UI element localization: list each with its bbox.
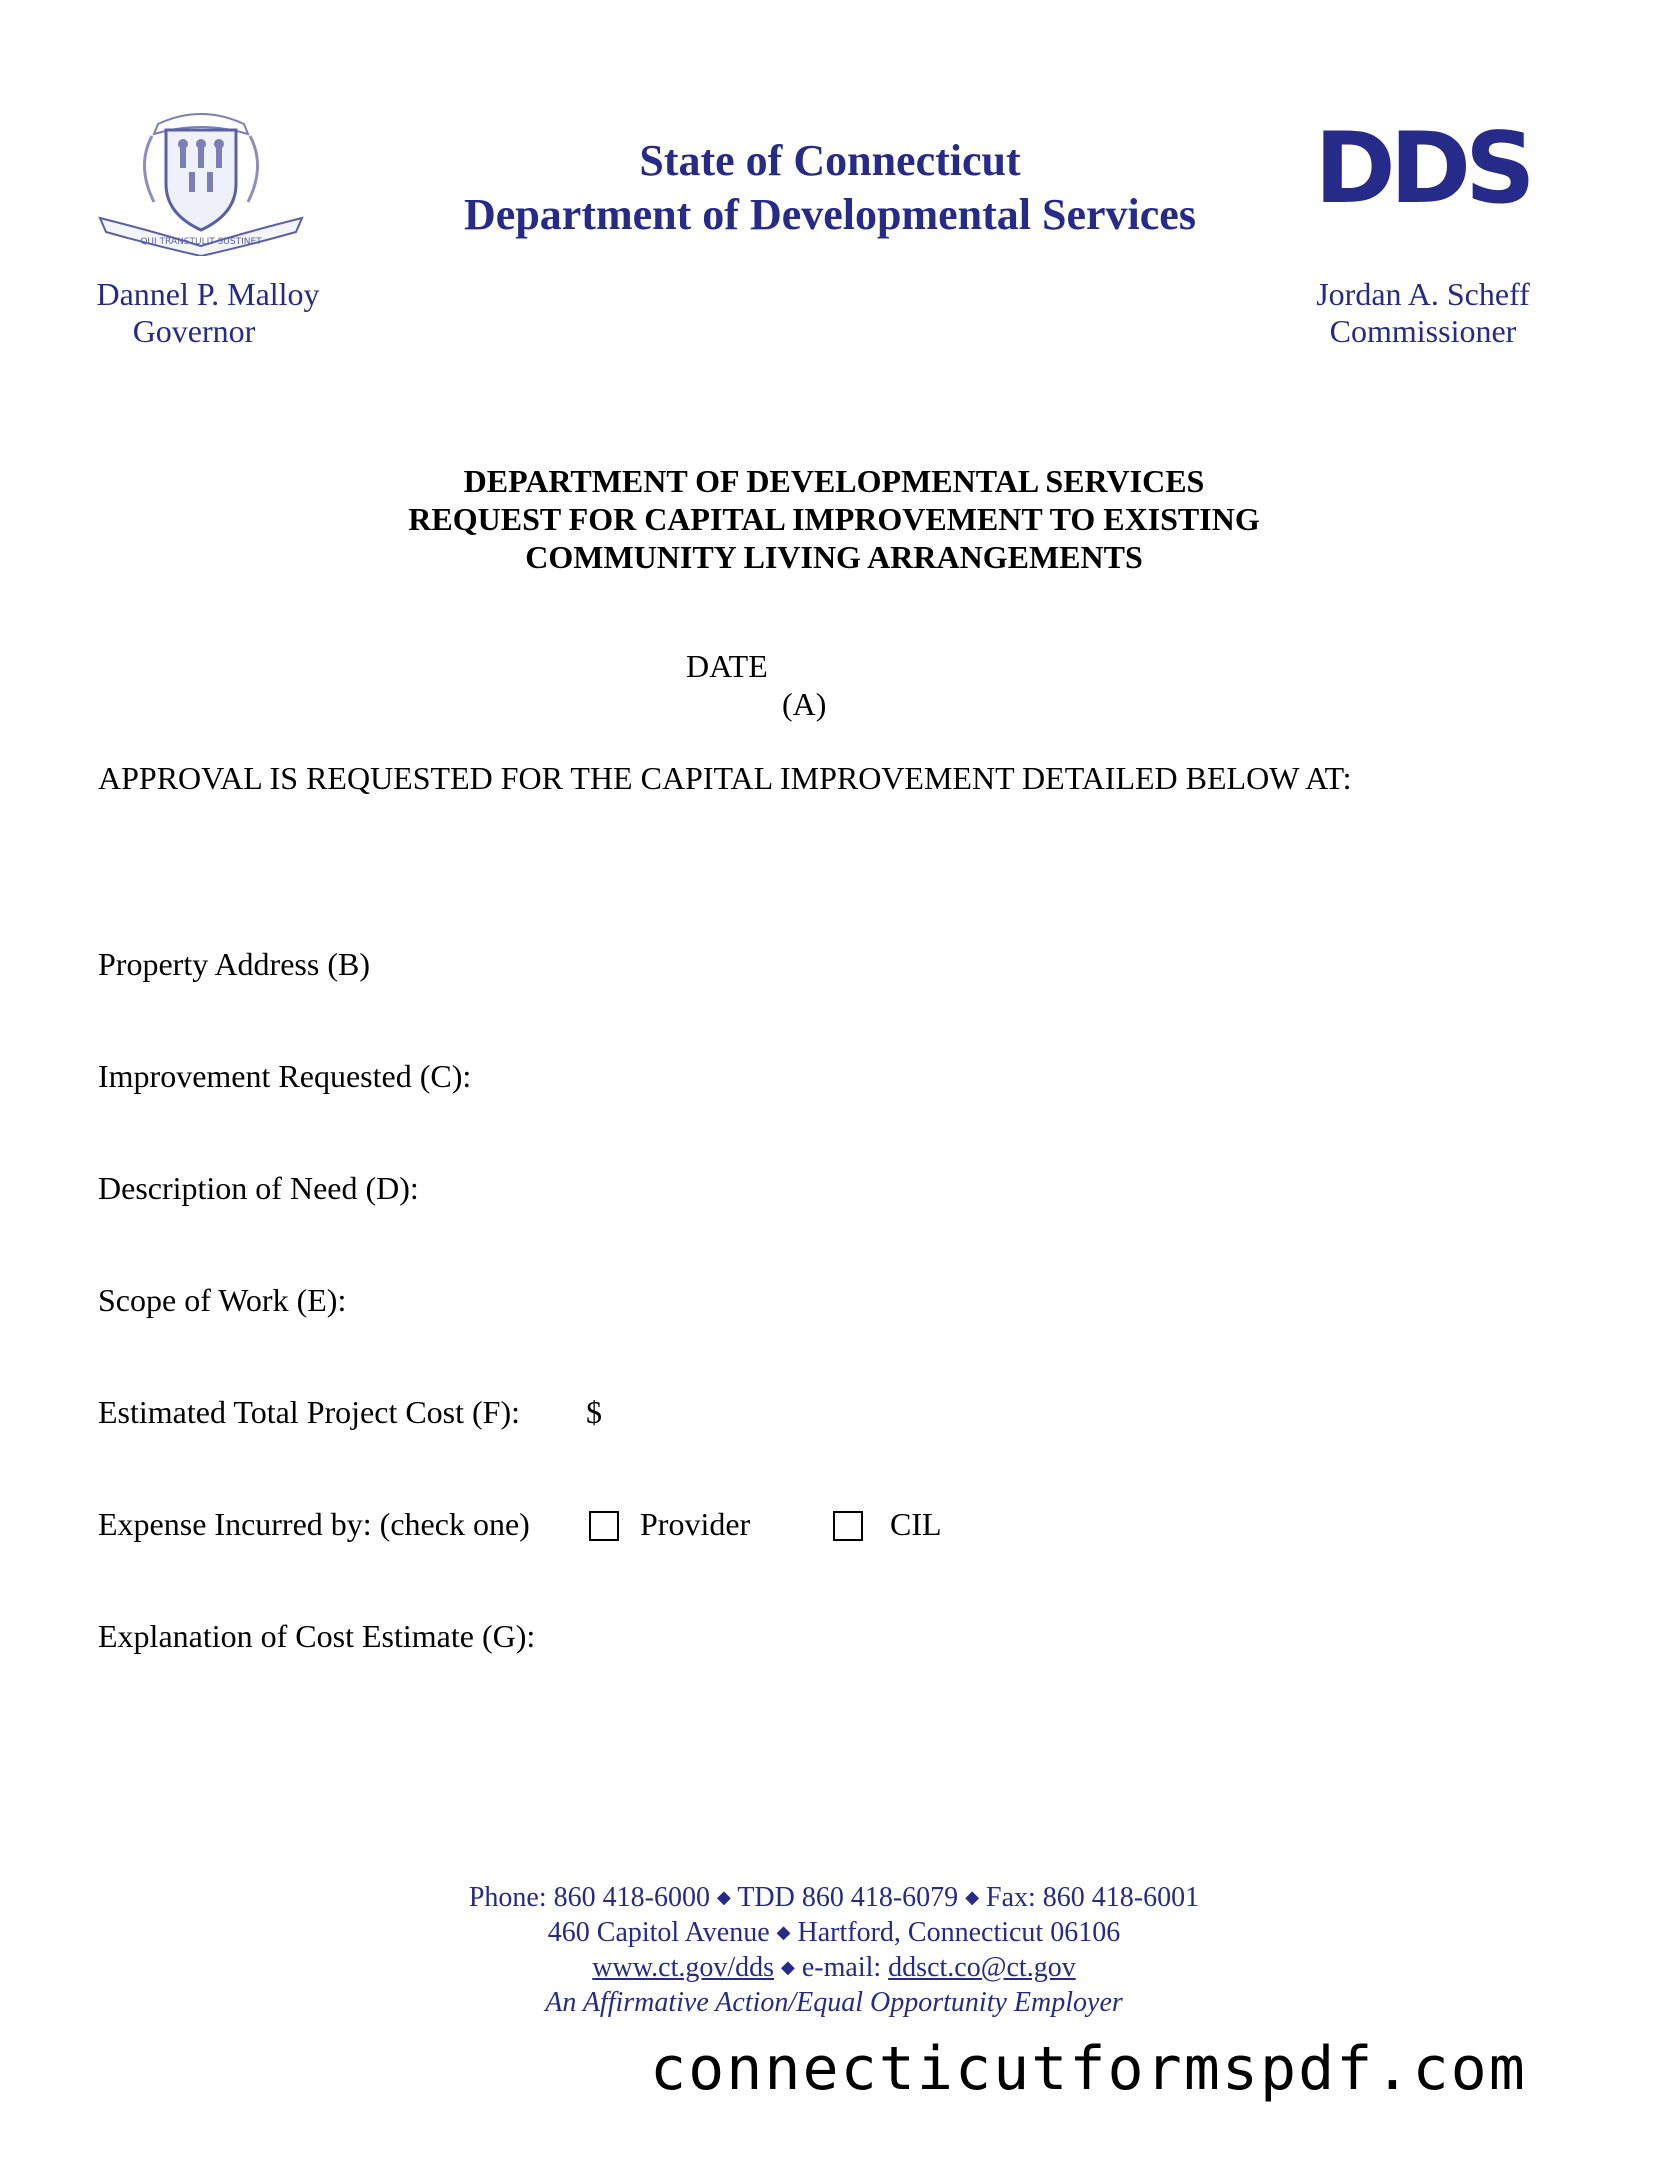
property-address-label: Property Address (B) [98,946,370,982]
document-title [300,462,1368,576]
separator-icon: ◆ [781,1957,795,1977]
commissioner-name: Jordan A. Scheff [1316,276,1530,312]
email-label: e-mail: [801,1952,882,1983]
description-of-need-label: Description of Need (D): [98,1170,419,1206]
currency-symbol: $ [586,1394,602,1430]
scope-of-work-label: Scope of Work (E): [98,1282,347,1318]
explanation-label: Explanation of Cost Estimate (G): [98,1618,536,1654]
estimated-cost-label: Estimated Total Project Cost (F): [98,1394,521,1430]
provider-checkbox[interactable] [589,1511,619,1541]
governor-name: Dannel P. Malloy [96,276,320,312]
footer-address: 460 Capitol Avenue [547,1917,770,1948]
dds-logo [1302,126,1542,208]
commissioner-title: Commissioner [1329,313,1517,349]
separator-icon: ◆ [716,1887,731,1907]
date-code: (A) [782,686,827,722]
email-link[interactable]: ddsct.co@ct.gov [888,1952,1076,1983]
document-title-line-1: DEPARTMENT OF DEVELOPMENTAL SERVICES [463,463,1205,499]
provider-option-label: Provider [640,1506,751,1542]
expense-incurred-label: Expense Incurred by: (check one) [98,1506,530,1542]
department-name: Department of Developmental Services [464,190,1196,239]
footer-contact-line [400,1880,1268,1915]
separator-icon: ◆ [776,1922,791,1942]
cil-option-label: CIL [890,1506,942,1542]
footer-fax: Fax: 860 418-6001 [986,1882,1200,1913]
footer-tdd: TDD 860 418-6079 [737,1882,959,1913]
state-name: State of Connecticut [639,136,1021,185]
footer-web-line [400,1950,1268,1985]
svg-text:DDS: DDS [1314,126,1530,208]
svg-text:QUI TRANSTULIT SUSTINET: QUI TRANSTULIT SUSTINET [140,237,262,247]
approval-statement: APPROVAL IS REQUESTED FOR THE CAPITAL IMPROVEMENT DETAILED BELOW AT: [98,760,1352,796]
date-label: DATE [686,648,768,684]
improvement-requested-label: Improvement Requested (C): [98,1058,472,1094]
document-title-line-2: REQUEST FOR CAPITAL IMPROVEMENT TO EXISTING [408,501,1260,537]
document-title-line-3: COMMUNITY LIVING ARRANGEMENTS [525,539,1143,575]
website-link[interactable]: www.ct.gov/dds [592,1952,775,1983]
employer-statement: An Affirmative Action/Equal Opportunity Employer [545,1987,1123,2018]
footer-phone: Phone: 860 418-6000 [468,1882,710,1913]
footer [400,1880,1268,2020]
watermark-text: connecticutformspdf.com [650,2034,1527,2104]
governor-title: Governor [132,313,256,349]
footer-address-line [400,1915,1268,1950]
state-seal-logo [96,106,306,256]
cil-checkbox[interactable] [833,1511,863,1541]
separator-icon: ◆ [965,1887,980,1907]
footer-city: Hartford, Connecticut 06106 [797,1917,1121,1948]
